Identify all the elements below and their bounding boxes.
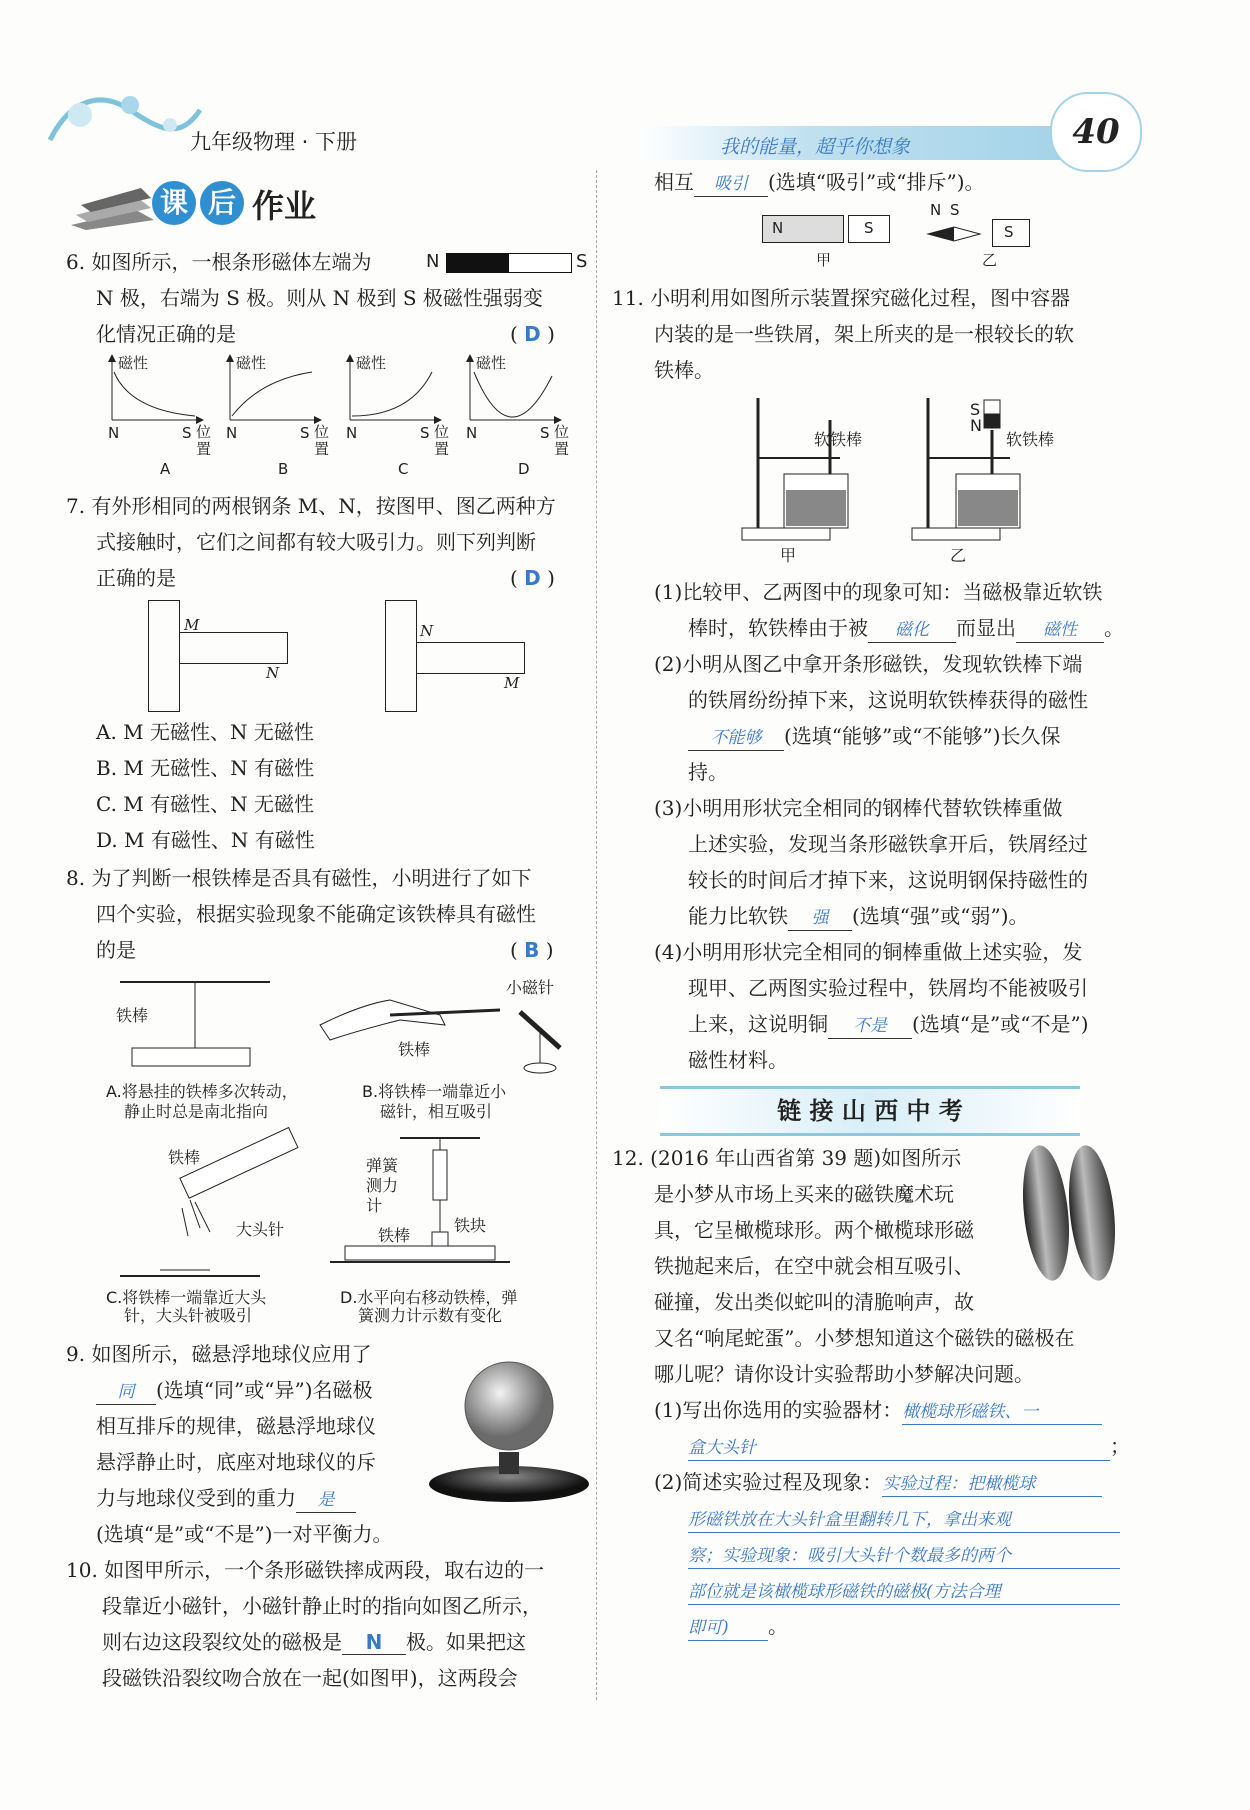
q12-answer2b: 形磁铁放在大头针盒里翻转几下，拿出来观 xyxy=(688,1508,1120,1533)
q7-option-a: A. M 无磁性、N 无磁性 xyxy=(96,720,314,744)
q8-d-scale-label: 弹簧测力计 xyxy=(366,1156,399,1215)
globe-image xyxy=(424,1356,594,1506)
q7-fig2-vertical xyxy=(385,600,417,712)
q7-line1: 7. 有外形相同的两根钢条 M、N，按图甲、图乙两种方 xyxy=(66,494,556,518)
graph-d-caption: D xyxy=(518,460,530,478)
q11-p3-line4 xyxy=(688,904,1029,931)
q11-p1-line2 xyxy=(688,616,1124,643)
q12-p1-text: (1)写出你选用的实验器材： xyxy=(654,1398,903,1422)
q7-option-d: D. M 有磁性、N 有磁性 xyxy=(96,828,315,852)
q6-answer-value: D xyxy=(524,322,541,346)
q11-p2-line4: 持。 xyxy=(688,760,728,784)
graph-d-ylabel: 磁性 xyxy=(476,354,507,372)
graph-b-caption: B xyxy=(278,460,289,478)
q9-line2-text: (选填“同”或“异”)名磁极 xyxy=(156,1378,373,1402)
q8-caption-c2: 针，大头针被吸引 xyxy=(124,1306,253,1325)
q12-p2-end: 。 xyxy=(768,1614,788,1638)
q6-line2: N 极，右端为 S 极。则从 N 极到 S 极磁性强弱变 xyxy=(96,286,543,310)
q8-c-bar-label: 铁棒 xyxy=(168,1148,201,1167)
q11-p1-line1: (1)比较甲、乙两图中的现象可知：当磁极靠近软铁 xyxy=(654,580,1103,604)
graph-c-s: S xyxy=(420,424,430,442)
q12-line1: 12. (2016 年山西省第 39 题)如图所示 xyxy=(612,1146,962,1170)
q8-figures-svg xyxy=(100,970,590,1320)
q12-line4: 铁抛起来后，在空中就会相互吸引、 xyxy=(654,1254,974,1278)
header-decoration xyxy=(40,80,210,160)
q12-p1-line1 xyxy=(654,1398,1102,1425)
q9-answer2: 是 xyxy=(296,1488,356,1513)
q11-p4-text: 上来，这说明铜 xyxy=(688,1012,828,1036)
q8-line1: 8. 为了判断一根铁棒是否具有磁性，小明进行了如下 xyxy=(66,866,532,890)
q8-b-bar-label: 铁棒 xyxy=(398,1040,431,1059)
link-banner xyxy=(660,1086,1080,1136)
q12-p2-text: (2)简述实验过程及现象： xyxy=(654,1470,883,1494)
q11-p4-line3 xyxy=(688,1012,1089,1039)
q10-line3 xyxy=(102,1630,526,1655)
q11-answer4: 强 xyxy=(788,906,852,931)
graph-a-s: S xyxy=(182,424,192,442)
q10-caption-1: 甲 xyxy=(816,251,832,269)
q8-figures xyxy=(100,970,590,1325)
q11-p2-line2: 的铁屑纷纷掉下来，这说明软铁棒获得的磁性 xyxy=(688,688,1088,712)
q11-p3-end: (选填“强”或“弱”)。 xyxy=(852,904,1029,928)
q11-p3-text: 能力比软铁 xyxy=(688,904,788,928)
q10-line5 xyxy=(654,170,985,197)
q7-fig2-n: N xyxy=(420,622,434,640)
q12-line2: 是小梦从市场上买来的磁铁魔术玩 xyxy=(654,1182,954,1206)
q8-d-bar-label: 铁棒 xyxy=(378,1226,411,1245)
q12-p2-line2 xyxy=(688,1506,1120,1533)
magnet-black-half xyxy=(446,253,510,273)
q9-line2 xyxy=(96,1378,373,1405)
q9-line5-text: 力与地球仪受到的重力 xyxy=(96,1486,296,1510)
q8-caption-d2: 簧测力计示数有变化 xyxy=(358,1306,503,1325)
graph-c-n: N xyxy=(346,424,358,442)
q7-fig2-horizontal xyxy=(416,642,525,674)
q12-answer1b: 盒大头针 xyxy=(688,1436,1110,1461)
q11-figures xyxy=(730,390,1070,570)
q11-answer2: 磁性 xyxy=(1016,618,1104,643)
q11-figures-svg xyxy=(730,390,1070,570)
q11-answer3: 不能够 xyxy=(688,726,784,751)
magnet-white-half xyxy=(508,253,572,273)
q12-p2-line5 xyxy=(688,1614,788,1641)
q8-caption-a2: 静止时总是南北指向 xyxy=(124,1102,269,1121)
q10-caption-2: 乙 xyxy=(982,251,998,269)
section-badge-1: 课 xyxy=(152,181,196,225)
q7-line2: 式接触时，它们之间都有较大吸引力。则下列判断 xyxy=(96,530,536,554)
q11-p2-line1: (2)小明从图乙中拿开条形磁铁，发现软铁棒下端 xyxy=(654,652,1083,676)
q7-fig2-m: M xyxy=(504,674,520,692)
graph-b-ylabel: 磁性 xyxy=(236,354,267,372)
page-number: 40 xyxy=(1072,112,1120,152)
q10-line4: 段磁铁沿裂纹吻合放在一起(如图甲)，这两段会 xyxy=(102,1666,518,1690)
q11-p4-line4: 磁性材料。 xyxy=(688,1048,788,1072)
q6-answer: ( D ) xyxy=(510,322,555,346)
q10-line1: 10. 如图甲所示，一个条形磁铁摔成两段，取右边的一 xyxy=(66,1558,545,1582)
q10-fig1-n: N xyxy=(772,219,784,237)
q6-line1: 6. 如图所示，一根条形磁体左端为 xyxy=(66,250,372,274)
graph-d-x: 位置 xyxy=(554,423,570,458)
q12-answer2a: 实验过程：把橄榄球 xyxy=(882,1472,1102,1497)
column-divider xyxy=(596,170,597,1700)
q10-line2: 段靠近小磁针，小磁针静止时的指向如图乙所示， xyxy=(102,1594,542,1618)
q12-line6: 又名“响尾蛇蛋”。小梦想知道这个磁铁的磁极在 xyxy=(654,1326,1075,1350)
q8-answer-value: B xyxy=(524,938,540,962)
q11-p1-end: 。 xyxy=(1104,616,1124,640)
q7-answer-value: D xyxy=(524,566,541,590)
q11-fig2-s: S xyxy=(970,400,981,419)
q10-figure xyxy=(760,201,1060,270)
q11-fig1-rod-label: 软铁棒 xyxy=(814,430,863,449)
graph-a-n: N xyxy=(108,424,120,442)
q12-line3: 具，它呈橄榄球形。两个橄榄球形磁 xyxy=(654,1218,974,1242)
q11-p3-line2: 上述实验，发现当条形磁铁拿开后，铁屑经过 xyxy=(688,832,1088,856)
q12-answer1a: 橄榄球形磁铁、一 xyxy=(902,1400,1102,1425)
q8-caption-a1: A.将悬挂的铁棒多次转动， xyxy=(106,1082,298,1101)
q11-line3: 铁棒。 xyxy=(654,358,714,382)
q9-line5 xyxy=(96,1486,356,1513)
q11-answer5: 不是 xyxy=(828,1014,912,1039)
q11-fig2-rod-label: 软铁棒 xyxy=(1006,430,1055,449)
q10-line5-end: (选填“吸引”或“排斥”)。 xyxy=(768,170,985,194)
graph-c-x: 位置 xyxy=(434,423,450,458)
graph-c-ylabel: 磁性 xyxy=(356,354,387,372)
swirl-ornament-icon xyxy=(40,80,210,160)
q10-answer1: N xyxy=(342,1630,406,1655)
q11-p3-line1: (3)小明用形状完全相同的钢棒代替软铁棒重做 xyxy=(654,796,1063,820)
q11-p1-mid: 而显出 xyxy=(956,616,1016,640)
q12-answer2e: 即可) xyxy=(688,1616,768,1641)
q11-caption-1: 甲 xyxy=(780,546,797,565)
q12-p2-line3 xyxy=(688,1542,1120,1569)
section-title-text: 作业 xyxy=(252,187,317,225)
olive-magnets-icon xyxy=(1014,1138,1124,1288)
books-icon xyxy=(66,180,156,230)
graph-b-x: 位置 xyxy=(314,423,330,458)
q12-line5: 碰撞，发出类似蛇叫的清脆响声，故 xyxy=(654,1290,974,1314)
q8-answer: ( B ) xyxy=(510,938,554,962)
section-title xyxy=(66,175,336,235)
q11-caption-2: 乙 xyxy=(950,546,967,565)
q7-fig1-m: M xyxy=(184,616,200,634)
q10-fig2-magnet-s: S xyxy=(1004,223,1014,241)
q7-figures xyxy=(148,600,568,712)
q7-answer: ( D ) xyxy=(510,566,555,590)
rattlesnake-eggs-image xyxy=(1014,1138,1124,1288)
q8-c-pin-label: 大头针 xyxy=(236,1220,285,1239)
compass-needle-icon xyxy=(926,219,986,249)
q10-line3-end: 极。如果把这 xyxy=(406,1630,526,1654)
q9-line3: 相互排斥的规律，磁悬浮地球仪 xyxy=(96,1414,376,1438)
q8-b-needle-label: 小磁针 xyxy=(506,978,555,997)
header-slogan: 我的能量，超乎你想象 xyxy=(720,136,911,158)
q11-line2: 内装的是一些铁屑，架上所夹的是一根较长的软 xyxy=(654,322,1074,346)
q11-p2-text: (选填“能够”或“不能够”)长久保 xyxy=(784,724,1061,748)
q8-a-bar-label: 铁棒 xyxy=(116,1006,149,1025)
q12-p2-line4 xyxy=(688,1578,1120,1605)
q11-p2-line3 xyxy=(688,724,1061,751)
q8-caption-b1: B.将铁棒一端靠近小 xyxy=(362,1082,507,1101)
q10-fig2-s: S xyxy=(950,201,960,219)
graph-b-s: S xyxy=(300,424,310,442)
page-number-badge xyxy=(1050,92,1142,172)
q9-line6: (选填“是”或“不是”)一对平衡力。 xyxy=(96,1522,393,1546)
q6-graphs xyxy=(100,350,580,480)
q8-caption-b2: 磁针，相互吸引 xyxy=(380,1102,493,1121)
magnet-n-label: N xyxy=(426,251,440,272)
graph-c-caption: C xyxy=(398,460,409,478)
graph-d-n: N xyxy=(466,424,478,442)
q12-line7: 哪儿呢？请你设计实验帮助小梦解决问题。 xyxy=(654,1362,1034,1386)
q12-p2-line1 xyxy=(654,1470,1102,1497)
q10-fig2-n: N xyxy=(930,201,942,219)
q11-p4-end: (选填“是”或“不是”) xyxy=(912,1012,1089,1036)
q8-caption-c1: C.将铁棒一端靠近大头 xyxy=(106,1288,267,1307)
q9-line1: 9. 如图所示，磁悬浮地球仪应用了 xyxy=(66,1342,372,1366)
q10-line3-text: 则右边这段裂纹处的磁极是 xyxy=(102,1630,342,1654)
graph-a-caption: A xyxy=(160,460,171,478)
q6-line3: 化情况正确的是 xyxy=(96,322,236,346)
q7-fig1-vertical xyxy=(148,600,180,712)
header-book-title: 九年级物理 · 下册 xyxy=(190,130,358,154)
q8-d-block-label: 铁块 xyxy=(454,1216,487,1235)
q7-fig1-n: N xyxy=(266,664,280,682)
q11-fig2-n: N xyxy=(970,416,982,435)
q11-p3-line3: 较长的时间后才掉下来，这说明钢保持磁性的 xyxy=(688,868,1088,892)
q11-answer1: 磁化 xyxy=(868,618,956,643)
q7-option-c: C. M 有磁性、N 无磁性 xyxy=(96,792,314,816)
link-banner-title: 链 接 山 西 中 考 xyxy=(777,1097,963,1125)
q11-p4-line2: 现甲、乙两图实验过程中，铁屑均不能被吸引 xyxy=(688,976,1088,1000)
q12-p1-end: ； xyxy=(1110,1434,1130,1458)
q6-graphs-svg xyxy=(100,350,580,480)
q10-answer2: 吸引 xyxy=(694,172,768,197)
q7-fig1-horizontal xyxy=(179,632,288,664)
q8-line2: 四个实验，根据实验现象不能确定该铁棒具有磁性 xyxy=(96,902,536,926)
q11-line1: 11. 小明利用如图所示装置探究磁化过程，图中容器 xyxy=(612,286,1071,310)
graph-a-x: 位置 xyxy=(196,423,212,458)
q7-option-b: B. M 无磁性、N 有磁性 xyxy=(96,756,315,780)
q11-p4-line1: (4)小明用形状完全相同的铜棒重做上述实验，发 xyxy=(654,940,1083,964)
q8-caption-d1: D.水平向右移动铁棒，弹 xyxy=(340,1288,518,1307)
q11-p1-text: 棒时，软铁棒由于被 xyxy=(688,616,868,640)
graph-b-n: N xyxy=(226,424,238,442)
q10-line5-text: 相互 xyxy=(654,170,694,194)
q12-answer2c: 察；实验现象：吸引大头针个数最多的两个 xyxy=(688,1544,1120,1569)
magnet-s-label: S xyxy=(576,251,588,272)
q6-magnet xyxy=(426,250,596,274)
section-badge-2: 后 xyxy=(200,181,244,225)
q9-line4: 悬浮静止时，底座对地球仪的斥 xyxy=(96,1450,376,1474)
q12-p1-line2 xyxy=(688,1434,1130,1461)
maglev-globe-icon xyxy=(424,1356,594,1506)
graph-d-s: S xyxy=(540,424,550,442)
q8-line3: 的是 xyxy=(96,938,136,962)
q9-answer1: 同 xyxy=(96,1380,156,1405)
graph-a-ylabel: 磁性 xyxy=(118,354,149,372)
q10-fig1-s: S xyxy=(864,219,874,237)
q12-answer2d: 部位就是该橄榄球形磁铁的磁极(方法合理 xyxy=(688,1580,1120,1605)
q7-line3: 正确的是 xyxy=(96,566,176,590)
